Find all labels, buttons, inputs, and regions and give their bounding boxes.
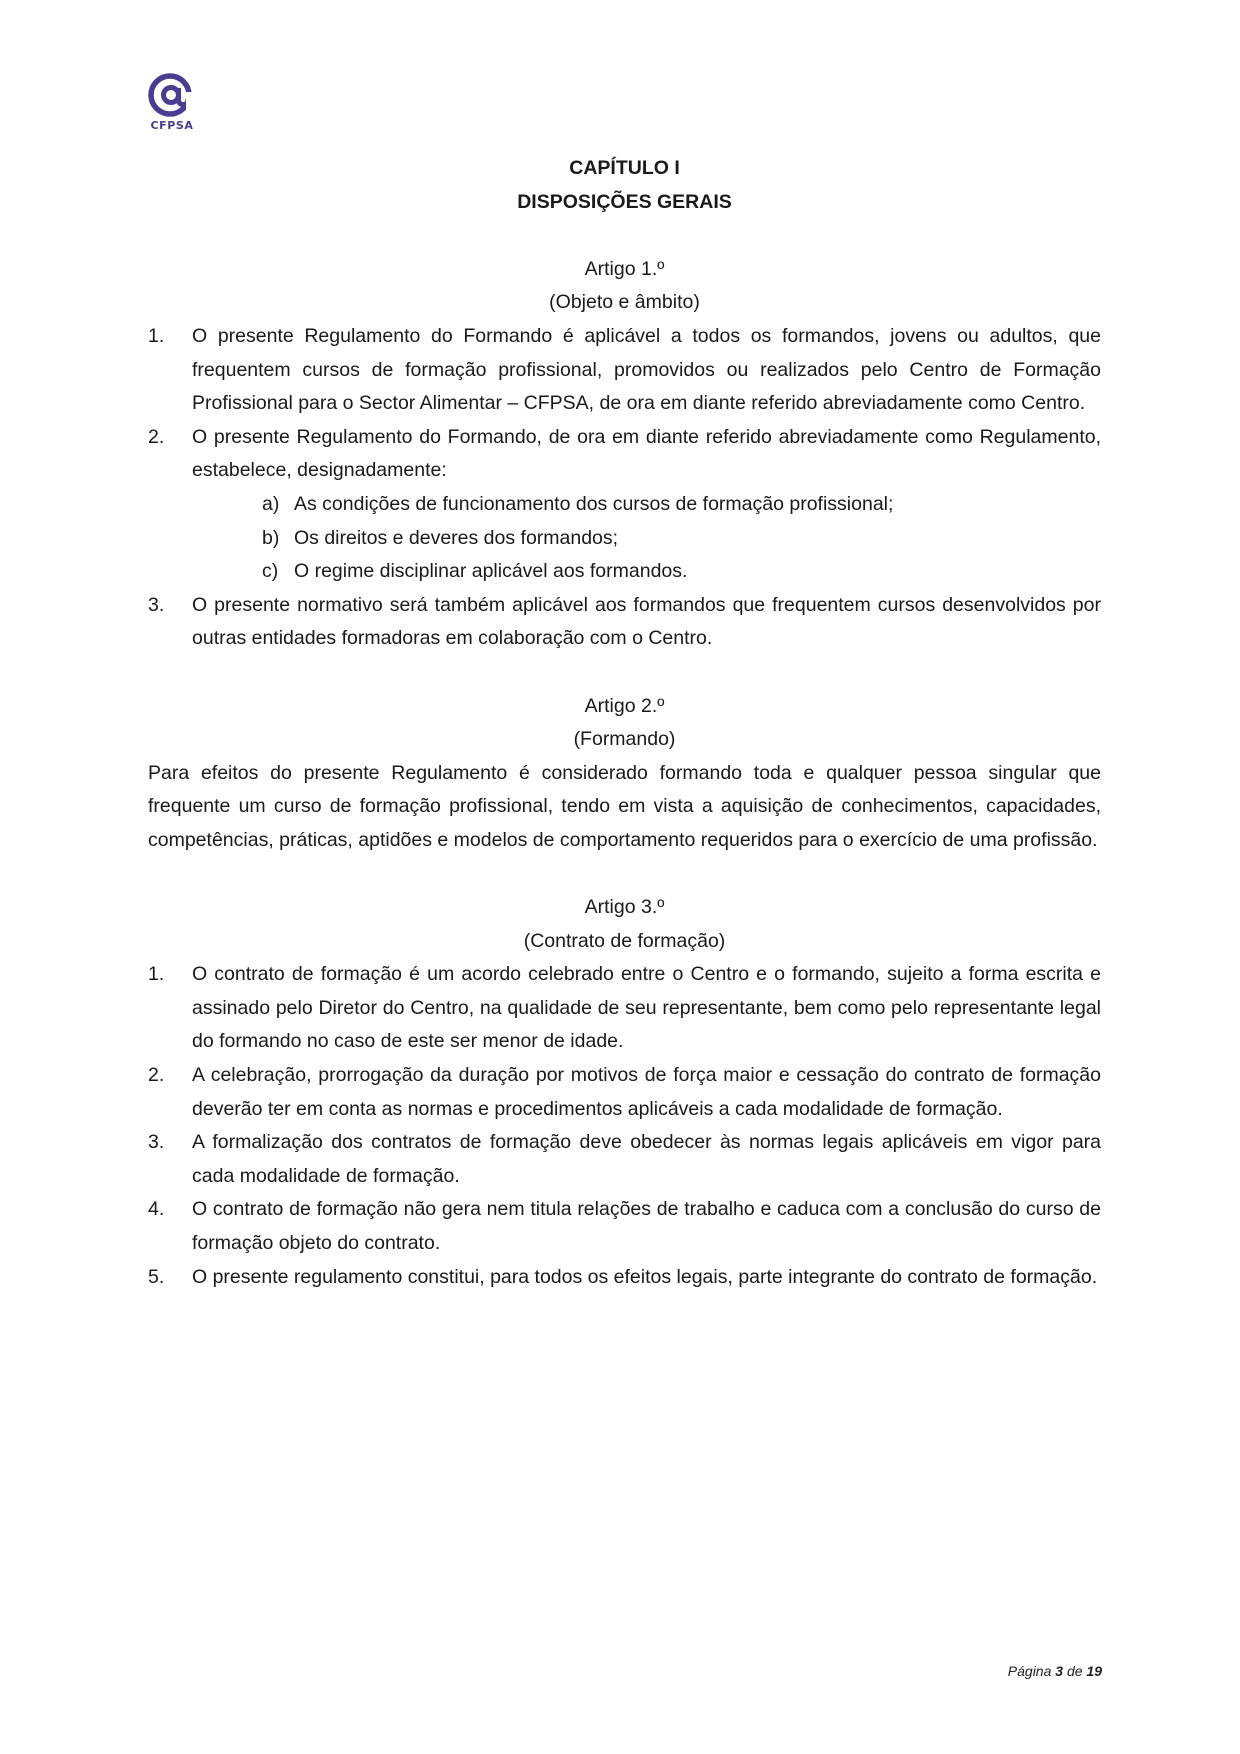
- article-subtitle: (Formando): [573, 728, 676, 751]
- logo-text: CFPSA: [150, 119, 194, 132]
- sub-item-text: O regime disciplinar aplicável aos formandos.: [294, 560, 688, 583]
- article-heading: Artigo 1.º: [584, 257, 665, 280]
- sub-list-container: [148, 488, 1101, 589]
- item-text: O contrato de formação não gera nem titula relações de trabalho e caduca com a conclusão do curso de formação objeto do contrato.: [192, 1198, 1101, 1254]
- item-text: A celebração, prorrogação da duração por motivos de força maior e cessação do contrato de formação deverão ter em conta as normas e procedimentos aplicáveis a cada modalidade de formação.: [192, 1064, 1101, 1120]
- article-3: [148, 891, 1101, 1294]
- page-separator: de: [1066, 1663, 1083, 1679]
- sub-item-letter: a): [262, 492, 280, 515]
- item-text: O presente Regulamento do Formando é aplicável a todos os formandos, jovens ou adultos, que frequentem cursos de formação profissional, promovidos ou realizados pelo Centro de Formação Profissional para o Sector Alimentar – CFPSA, de ora em diante referido abreviadamente como Centro.: [192, 324, 1101, 415]
- item-number: 2.: [148, 1064, 165, 1087]
- sub-item-text: Os direitos e deveres dos formandos;: [294, 526, 619, 549]
- item-number: 4.: [148, 1198, 165, 1221]
- item-number: 3.: [148, 1131, 165, 1154]
- item-number: 3.: [148, 593, 165, 616]
- page-number: [1008, 1663, 1102, 1679]
- item-number: 1.: [148, 963, 165, 986]
- sub-item-letter: c): [262, 560, 279, 583]
- article-1: [148, 253, 1101, 656]
- sub-item: [262, 488, 1101, 522]
- article-subtitle: (Contrato de formação): [523, 929, 726, 952]
- list-item: [148, 958, 1101, 1059]
- list-item: [148, 1193, 1101, 1260]
- page-label: Página: [1007, 1663, 1052, 1679]
- item-text: O presente regulamento constitui, para todos os efeitos legais, parte integrante do contrato de formação.: [192, 1265, 1098, 1288]
- sub-item: [262, 555, 1101, 589]
- chapter-title: DISPOSIÇÕES GERAIS: [517, 190, 732, 213]
- item-text: O presente normativo será também aplicável aos formandos que frequentem cursos desenvolvidos por outras entidades formadoras em colaboração com o Centro.: [192, 593, 1101, 650]
- document-body: [148, 152, 1101, 1294]
- list-item: [148, 589, 1101, 656]
- sub-list: [148, 488, 1101, 589]
- item-number: 5.: [148, 1265, 165, 1288]
- article-heading: Artigo 3.º: [584, 896, 665, 919]
- article-2: [148, 690, 1101, 858]
- item-text: O contrato de formação é um acordo celebrado entre o Centro e o formando, sujeito a forma escrita e assinado pelo Diretor do Centro, na qualidade de seu representante, bem como pelo representante legal do formando no caso de este ser menor de idade.: [192, 963, 1101, 1053]
- item-number: 2.: [148, 425, 165, 448]
- article-3-items: [148, 958, 1101, 1294]
- sub-item-letter: b): [262, 526, 280, 549]
- page-total: 19: [1086, 1663, 1102, 1679]
- page-current: 3: [1055, 1663, 1064, 1679]
- item-text: O presente Regulamento do Formando, de ora em diante referido abreviadamente como Regulamento, estabelece, designadamente:: [192, 425, 1101, 482]
- sub-item-text: As condições de funcionamento dos cursos de formação profissional;: [294, 492, 894, 515]
- sub-item: [262, 522, 1101, 556]
- list-item: [148, 320, 1101, 421]
- at-sign-logo-icon: [146, 72, 198, 118]
- article-1-items: [148, 320, 1101, 656]
- list-item: [148, 1126, 1101, 1193]
- list-item: [148, 1059, 1101, 1126]
- list-item: [148, 1261, 1101, 1295]
- item-text: A formalização dos contratos de formação deve obedecer às normas legais aplicáveis em vigor para cada modalidade de formação.: [192, 1131, 1101, 1187]
- item-number: 1.: [148, 324, 165, 347]
- chapter-number: CAPÍTULO I: [569, 157, 680, 179]
- article-heading: Artigo 2.º: [584, 694, 665, 717]
- cfpsa-logo: [146, 72, 202, 132]
- article-paragraph: Para efeitos do presente Regulamento é considerado formando toda e qualquer pessoa singular que frequente um curso de formação profissional, tendo em vista a aquisição de conhecimentos, capacidades, competências, práticas, aptidões e modelos de comportamento requeridos para o exercício de uma profissão.: [148, 761, 1101, 851]
- article-subtitle: (Objeto e âmbito): [549, 291, 700, 314]
- list-item: [148, 421, 1101, 488]
